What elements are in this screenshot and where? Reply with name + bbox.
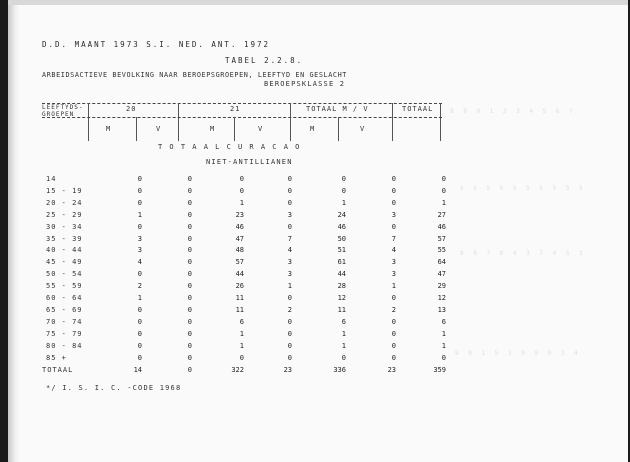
table-cell: 44 xyxy=(235,270,244,278)
sub-divider xyxy=(136,117,137,141)
table-cell: 23 xyxy=(283,366,292,374)
table-cell: 7 xyxy=(287,235,292,243)
table-cell: 23 xyxy=(235,211,244,219)
table-cell: 0 xyxy=(287,318,292,326)
table-cell: 57 xyxy=(437,235,446,243)
header-rule-top xyxy=(42,103,442,104)
table-cell: 0 xyxy=(187,306,192,314)
row-age-label: 55 - 59 xyxy=(46,282,83,290)
table-title: ARBEIDSACTIEVE BEVOLKING NAAR BEROEPSGROEPEN, LEEFTYD EN GESLACHT xyxy=(42,71,347,79)
row-age-label: 75 - 79 xyxy=(46,330,83,338)
table-cell: 0 xyxy=(391,223,396,231)
table-cell: 0 xyxy=(287,187,292,195)
table-cell: 1 xyxy=(341,342,346,350)
table-cell: 3 xyxy=(287,258,292,266)
table-cell: 0 xyxy=(287,354,292,362)
table-cell: 26 xyxy=(235,282,244,290)
table-cell: 61 xyxy=(337,258,346,266)
table-cell: 3 xyxy=(287,270,292,278)
row-age-label: 20 - 24 xyxy=(46,199,83,207)
table-cell: 51 xyxy=(337,246,346,254)
sub-divider xyxy=(338,117,339,141)
table-cell: 11 xyxy=(235,294,244,302)
table-cell: 0 xyxy=(137,223,142,231)
table-cell: 0 xyxy=(391,187,396,195)
table-cell: 2 xyxy=(137,282,142,290)
table-cell: 47 xyxy=(235,235,244,243)
row-age-label: 65 - 69 xyxy=(46,306,83,314)
table-cell: 0 xyxy=(187,187,192,195)
col-divider xyxy=(440,103,441,141)
row-age-label: 80 - 84 xyxy=(46,342,83,350)
table-cell: 1 xyxy=(341,199,346,207)
table-cell: 6 xyxy=(441,318,446,326)
table-cell: 3 xyxy=(137,246,142,254)
col-header-age: LEEFTYDS- GROEPEN xyxy=(42,104,84,118)
table-cell: 0 xyxy=(391,175,396,183)
table-cell: 12 xyxy=(337,294,346,302)
table-cell: 2 xyxy=(287,306,292,314)
table-cell: 0 xyxy=(239,354,244,362)
table-cell: 0 xyxy=(391,354,396,362)
row-age-label: 35 - 39 xyxy=(46,235,83,243)
table-cell: 1 xyxy=(239,342,244,350)
table-cell: 0 xyxy=(441,175,446,183)
table-cell: 0 xyxy=(187,223,192,231)
table-cell: 3 xyxy=(137,235,142,243)
table-cell: 46 xyxy=(235,223,244,231)
table-cell: 0 xyxy=(287,199,292,207)
sub-divider xyxy=(234,117,235,141)
table-cell: 0 xyxy=(187,330,192,338)
page-top-edge xyxy=(8,0,628,5)
section-group: NIET-ANTILLIANEN xyxy=(206,158,293,166)
page-binding-edge xyxy=(8,0,20,462)
table-cell: 3 xyxy=(391,211,396,219)
table-cell: 0 xyxy=(137,187,142,195)
table-cell: 1 xyxy=(441,330,446,338)
table-cell: 0 xyxy=(137,306,142,314)
sub-header-m: M xyxy=(106,125,112,133)
table-cell: 0 xyxy=(287,330,292,338)
table-cell: 0 xyxy=(187,318,192,326)
table-cell: 44 xyxy=(337,270,346,278)
table-cell: 3 xyxy=(287,211,292,219)
col-divider xyxy=(290,103,291,141)
table-number: TABEL 2.2.8. xyxy=(225,56,304,65)
table-cell: 23 xyxy=(387,366,396,374)
table-cell: 46 xyxy=(437,223,446,231)
table-cell: 0 xyxy=(391,330,396,338)
sub-header-m: M xyxy=(210,125,216,133)
table-cell: 336 xyxy=(333,366,346,374)
bleed-through-text: 5 5 5 5 5 5 5 5 5 5 xyxy=(460,185,586,192)
section-area: T O T A A L C U R A C A O xyxy=(158,143,301,151)
source-line: D.D. MAANT 1973 S.I. NED. ANT. 1972 xyxy=(42,40,271,49)
row-age-label: 14 xyxy=(46,175,57,183)
row-age-label: 15 - 19 xyxy=(46,187,83,195)
table-cell: 0 xyxy=(137,175,142,183)
table-cell: 1 xyxy=(391,282,396,290)
sub-header-v: V xyxy=(258,125,264,133)
table-cell: 0 xyxy=(287,223,292,231)
table-cell: 359 xyxy=(433,366,446,374)
col-group-21: 21 xyxy=(230,105,241,113)
table-cell: 64 xyxy=(437,258,446,266)
table-cell: 14 xyxy=(133,366,142,374)
table-cell: 0 xyxy=(187,270,192,278)
row-age-label: 60 - 64 xyxy=(46,294,83,302)
table-cell: 0 xyxy=(187,175,192,183)
table-cell: 1 xyxy=(287,282,292,290)
table-cell: 0 xyxy=(137,342,142,350)
col-divider xyxy=(178,103,179,141)
table-cell: 0 xyxy=(137,270,142,278)
table-cell: 0 xyxy=(187,366,192,374)
row-age-label: 25 - 29 xyxy=(46,211,83,219)
col-group-totaal-mv: TOTAAL M / V xyxy=(306,105,369,113)
table-cell: 12 xyxy=(437,294,446,302)
table-cell: 1 xyxy=(239,199,244,207)
table-cell: 3 xyxy=(391,270,396,278)
table-cell: 0 xyxy=(391,342,396,350)
footnote: */ I. S. I. C. -CODE 1968 xyxy=(46,384,182,392)
table-cell: 322 xyxy=(231,366,244,374)
row-age-label: 85 + xyxy=(46,354,67,362)
table-cell: 0 xyxy=(287,342,292,350)
table-cell: 4 xyxy=(137,258,142,266)
table-cell: 0 xyxy=(187,342,192,350)
sub-header-m: M xyxy=(310,125,316,133)
table-cell: 27 xyxy=(437,211,446,219)
table-cell: 0 xyxy=(137,330,142,338)
table-cell: 50 xyxy=(337,235,346,243)
table-cell: 0 xyxy=(441,354,446,362)
table-cell: 0 xyxy=(391,199,396,207)
table-cell: 57 xyxy=(235,258,244,266)
header-rule-mid xyxy=(42,117,442,118)
table-cell: 6 xyxy=(341,318,346,326)
row-age-label: 30 - 34 xyxy=(46,223,83,231)
bleed-through-text: 9 9 1 5 3 9 9 9 3 4 xyxy=(455,350,581,357)
table-cell: 3 xyxy=(391,258,396,266)
table-cell: 1 xyxy=(341,330,346,338)
table-cell: 0 xyxy=(341,354,346,362)
table-cell: 28 xyxy=(337,282,346,290)
table-cell: 48 xyxy=(235,246,244,254)
table-cell: 2 xyxy=(391,306,396,314)
col-group-20: 20 xyxy=(126,105,137,113)
total-row-label: TOTAAL xyxy=(42,366,74,374)
document-page xyxy=(8,0,628,462)
row-age-label: 45 - 49 xyxy=(46,258,83,266)
table-cell: 0 xyxy=(137,199,142,207)
table-cell: 55 xyxy=(437,246,446,254)
table-cell: 0 xyxy=(187,294,192,302)
table-cell: 0 xyxy=(187,235,192,243)
table-cell: 0 xyxy=(187,246,192,254)
table-cell: 6 xyxy=(239,318,244,326)
table-cell: 1 xyxy=(239,330,244,338)
table-cell: 0 xyxy=(187,354,192,362)
table-cell: 0 xyxy=(187,258,192,266)
table-cell: 1 xyxy=(137,211,142,219)
table-cell: 1 xyxy=(137,294,142,302)
table-cell: 7 xyxy=(391,235,396,243)
table-cell: 11 xyxy=(337,306,346,314)
col-divider xyxy=(392,103,393,141)
table-cell: 0 xyxy=(239,187,244,195)
col-divider xyxy=(88,103,89,141)
table-cell: 4 xyxy=(287,246,292,254)
table-cell: 46 xyxy=(337,223,346,231)
bleed-through-text: 8 9 7 8 4 3 7 4 5 3 xyxy=(460,250,586,257)
table-cell: 0 xyxy=(137,318,142,326)
table-cell: 13 xyxy=(437,306,446,314)
table-cell: 24 xyxy=(337,211,346,219)
table-cell: 29 xyxy=(437,282,446,290)
table-cell: 0 xyxy=(187,282,192,290)
table-cell: 0 xyxy=(187,199,192,207)
table-cell: 0 xyxy=(391,318,396,326)
table-cell: 4 xyxy=(391,246,396,254)
table-cell: 0 xyxy=(239,175,244,183)
row-age-label: 50 - 54 xyxy=(46,270,83,278)
table-cell: 0 xyxy=(391,294,396,302)
row-age-label: 70 - 74 xyxy=(46,318,83,326)
table-cell: 1 xyxy=(441,342,446,350)
table-cell: 0 xyxy=(187,211,192,219)
table-cell: 0 xyxy=(441,187,446,195)
sub-header-v: V xyxy=(360,125,366,133)
table-cell: 47 xyxy=(437,270,446,278)
table-cell: 11 xyxy=(235,306,244,314)
table-cell: 0 xyxy=(137,354,142,362)
table-subtitle: BEROEPSKLASSE 2 xyxy=(264,80,346,88)
table-cell: 0 xyxy=(287,294,292,302)
table-cell: 1 xyxy=(441,199,446,207)
bleed-through-text: 8 9 0 1 2 3 4 5 6 7 xyxy=(450,108,576,115)
table-cell: 0 xyxy=(287,175,292,183)
col-group-totaal: TOTAAL xyxy=(402,105,434,113)
sub-header-v: V xyxy=(156,125,162,133)
table-cell: 0 xyxy=(341,175,346,183)
table-cell: 0 xyxy=(341,187,346,195)
row-age-label: 40 - 44 xyxy=(46,246,83,254)
